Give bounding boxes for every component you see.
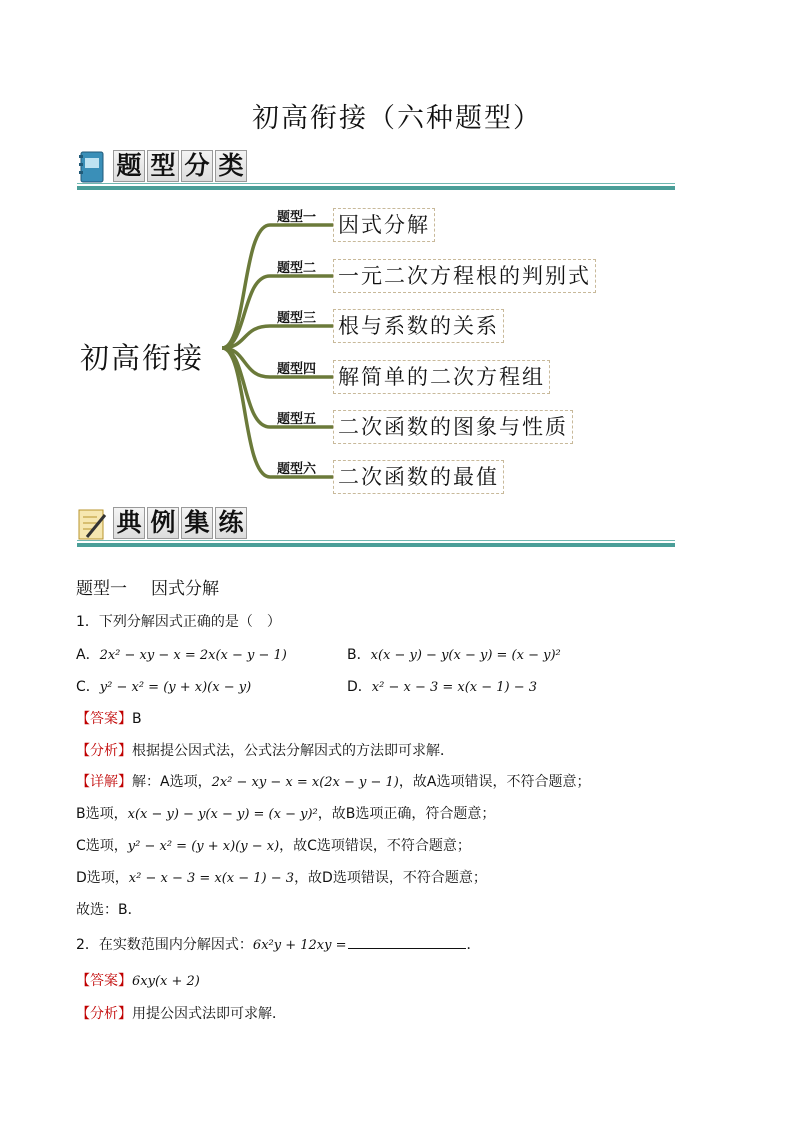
detail-text: 解：A选项， — [132, 774, 212, 790]
answer-label: 【答案】 — [76, 973, 132, 989]
q1-detail-2 — [76, 803, 495, 823]
q2-analysis — [76, 1003, 286, 1023]
detail-text: D选项， — [76, 870, 129, 886]
banner-rule — [77, 186, 675, 190]
section-heading — [76, 574, 219, 599]
answer-value: B — [132, 711, 142, 727]
q1-analysis — [76, 740, 454, 760]
option-label: C． — [76, 679, 100, 695]
section-name: 因式分解 — [151, 579, 219, 599]
mindmap-root: 初高衔接 — [80, 341, 205, 375]
detail-math: x(x − y) − y(x − y) = (x − y)² — [127, 807, 318, 822]
mindmap-box-3: 根与系数的关系 — [333, 309, 504, 343]
mindmap-box-2: 一元二次方程根的判别式 — [333, 259, 596, 293]
mindmap-tag-3: 题型三 — [276, 311, 316, 326]
page-title: 初高衔接（六种题型） — [252, 103, 542, 134]
banner-rule — [77, 543, 675, 547]
detail-text: ，故A选项错误，不符合题意； — [398, 774, 591, 790]
q1-detail-1 — [76, 771, 590, 791]
q2-stem-math: 6x²y + 12xy = — [252, 938, 347, 953]
q1-answer — [76, 708, 142, 728]
answer-blank[interactable] — [348, 936, 466, 949]
q2-stem — [76, 934, 480, 954]
banner-char: 题 — [113, 150, 145, 182]
option-math: x² − x − 3 = x(x − 1) − 3 — [371, 680, 538, 695]
analysis-label: 【分析】 — [76, 1006, 132, 1022]
banner-char: 类 — [215, 150, 247, 182]
analysis-label: 【分析】 — [76, 743, 132, 759]
detail-math: 2x² − xy − x = x(2x − y − 1) — [211, 775, 399, 790]
option-math: 2x² − xy − x = 2x(x − y − 1) — [99, 648, 287, 663]
q2-stem-text: ． — [466, 937, 481, 953]
mindmap-tag-1: 题型一 — [276, 210, 316, 225]
mindmap-box-1: 因式分解 — [333, 208, 435, 242]
option-label: A． — [76, 647, 100, 663]
detail-text: B选项， — [76, 806, 128, 822]
detail-text: ，故C选项错误，不符合题意； — [279, 838, 471, 854]
option-label: D． — [347, 679, 372, 695]
option-label: B． — [347, 647, 371, 663]
banner-char: 分 — [181, 150, 213, 182]
q1-detail-3 — [76, 835, 471, 855]
detail-text: ，故B选项正确，符合题意； — [317, 806, 496, 822]
option-math: y² − x² = (y + x)(x − y) — [99, 680, 252, 695]
mindmap-tag-4: 题型四 — [276, 362, 316, 377]
answer-label: 【答案】 — [76, 711, 132, 727]
mindmap-box-6: 二次函数的最值 — [333, 460, 504, 494]
q1-detail-4 — [76, 867, 487, 887]
detail-math: y² − x² = (y + x)(y − x) — [127, 839, 280, 854]
banner-char: 型 — [147, 150, 179, 182]
option-math: x(x − y) − y(x − y) = (x − y)² — [370, 648, 561, 663]
detail-text: ，故D选项错误，不符合题意； — [294, 870, 487, 886]
q1-option-a — [76, 644, 287, 664]
section-tag: 题型一 — [76, 579, 127, 599]
detail-label: 【详解】 — [76, 774, 132, 790]
section-banner-examples — [77, 507, 675, 547]
pencil-note-icon — [77, 507, 107, 541]
answer-value: 6xy(x + 2) — [132, 974, 200, 989]
banner-char: 集 — [181, 507, 213, 539]
analysis-text: 根据提公因式法，公式法分解因式的方法即可求解． — [132, 743, 454, 759]
detail-math: x² − x − 3 = x(x − 1) − 3 — [128, 871, 295, 886]
mindmap-tag-2: 题型二 — [276, 261, 316, 276]
mindmap-box-5: 二次函数的图象与性质 — [333, 410, 573, 444]
mindmap-tag-6: 题型六 — [276, 462, 316, 477]
section-banner-categories — [77, 150, 675, 190]
mindmap-box-4: 解简单的二次方程组 — [333, 360, 550, 394]
detail-text: C选项， — [76, 838, 128, 854]
q1-option-b — [347, 644, 561, 664]
banner-rule-thin — [77, 183, 675, 184]
q2-answer — [76, 970, 200, 990]
q1-conclusion: 故选：B． — [76, 902, 142, 918]
banner-rule-thin — [77, 540, 675, 541]
q2-stem-text: 2．在实数范围内分解因式： — [76, 937, 253, 953]
banner-char: 练 — [215, 507, 247, 539]
q1-stem: 1．下列分解因式正确的是（ ） — [76, 614, 281, 630]
analysis-text: 用提公因式法即可求解． — [132, 1006, 286, 1022]
banner-char: 典 — [113, 507, 145, 539]
notebook-icon — [77, 150, 107, 184]
mindmap-tag-5: 题型五 — [276, 412, 316, 427]
q1-option-c — [76, 676, 251, 696]
banner-char: 例 — [147, 507, 179, 539]
q1-option-d — [347, 676, 537, 696]
